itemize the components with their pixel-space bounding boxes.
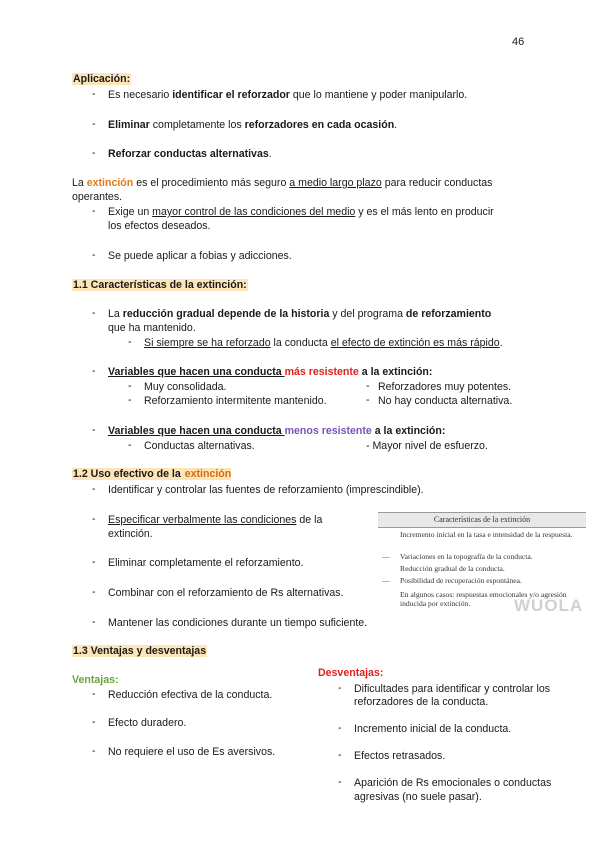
bullet-dash: - — [128, 439, 132, 451]
figure-title: Características de la extinción — [378, 512, 586, 528]
extincion-item-1-line-2: los efectos deseados. — [108, 220, 211, 232]
bullet-dash: - — [338, 682, 342, 694]
section-1-3-heading: 1.3 Ventajas y desventajas — [73, 645, 207, 657]
s2-item-4: Combinar con el reforzamiento de Rs alternativas. — [108, 587, 344, 599]
menos-item: Conductas alternativas. — [144, 440, 255, 452]
s1-item-1: La reducción gradual depende de la historia y del programa de reforzamiento — [108, 308, 492, 320]
bullet-dash: - — [92, 249, 96, 261]
section-1-2-heading: 1.2 Uso efectivo de la extinción — [73, 468, 232, 480]
s2-item-2-line-2: extinción. — [108, 528, 153, 540]
aplicacion-item-3: Reforzar conductas alternativas. — [108, 148, 272, 160]
ventajas-title: Ventajas: — [72, 674, 119, 686]
bullet-dash: - — [92, 365, 96, 377]
bullet-dash: - — [92, 205, 96, 217]
s2-item-1: Identificar y controlar las fuentes de reforzamiento (imprescindible). — [108, 484, 424, 496]
bullet-dash: - — [338, 776, 342, 788]
bullet-dash: - — [366, 380, 370, 392]
ventaja-item: No requiere el uso de Es aversivos. — [108, 746, 276, 758]
caracteristicas-figure: Características de la extinción Incremento inicial en la tasa e intensidad de la respuesta. — Variaciones en la topografía de la conducta. Reducción gradual de la conducta. — Posibilidad de recuperación espontánea. En algunos casos: respuestas emocionales y/o agresión inducida por extinción. — [378, 512, 586, 616]
bullet-dash: - — [128, 394, 132, 406]
menos-item: - Mayor nivel de esfuerzo. — [366, 440, 488, 452]
aplicacion-item-2: Eliminar completamente los reforzadores en cada ocasión. — [108, 119, 398, 131]
desventaja-item-cont: agresivas (no suele pasar). — [354, 791, 482, 803]
bullet-dash: - — [128, 336, 132, 348]
extincion-item-1: Exige un mayor control de las condiciones del medio y es el más lento en producir — [108, 206, 494, 218]
bullet-dash: - — [92, 688, 96, 700]
s1-subitem: Si siempre se ha reforzado la conducta el efecto de extinción es más rápido. — [144, 337, 503, 349]
bullet-dash: - — [92, 513, 96, 525]
bullet-dash: - — [92, 616, 96, 628]
bullet-dash: - — [366, 394, 370, 406]
s2-item-3: Eliminar completamente el reforzamiento. — [108, 557, 304, 569]
aplicacion-heading: Aplicación: — [73, 73, 131, 85]
bullet-dash: - — [92, 307, 96, 319]
aplicacion-item-1: Es necesario identificar el reforzador que lo mantiene y poder manipularlo. — [108, 89, 468, 101]
mas-item: Reforzadores muy potentes. — [378, 381, 512, 393]
bullet-dash: - — [338, 722, 342, 734]
ventaja-item: Reducción efectiva de la conducta. — [108, 689, 273, 701]
extincion-paragraph-line-2: operantes. — [72, 191, 123, 203]
s1-mas-resistente: Variables que hacen una conducta más resistente a la extinción: — [108, 366, 433, 378]
desventajas-title: Desventajas: — [318, 667, 384, 679]
bullet-dash: - — [338, 749, 342, 761]
bullet-dash: - — [92, 88, 96, 100]
ventaja-item: Efecto duradero. — [108, 717, 187, 729]
desventaja-item: Efectos retrasados. — [354, 750, 446, 762]
watermark-logo: WUOLA — [514, 596, 584, 615]
s1-item-1-line-2: que ha mantenido. — [108, 322, 196, 334]
mas-item: No hay conducta alternativa. — [378, 395, 513, 407]
s2-item-5: Mantener las condiciones durante un tiempo suficiente. — [108, 617, 368, 629]
mas-item: Muy consolidada. — [144, 381, 227, 393]
extincion-item-2: Se puede aplicar a fobias y adicciones. — [108, 250, 292, 262]
bullet-dash: - — [92, 424, 96, 436]
s1-menos-resistente: Variables que hacen una conducta menos resistente a la extinción: — [108, 425, 446, 437]
bullet-dash: - — [92, 147, 96, 159]
bullet-dash: - — [128, 380, 132, 392]
bullet-dash: - — [92, 556, 96, 568]
desventaja-item: Incremento inicial de la conducta. — [354, 723, 512, 735]
bullet-dash: - — [92, 118, 96, 130]
bullet-dash: - — [92, 716, 96, 728]
mas-item: Reforzamiento intermitente mantenido. — [144, 395, 327, 407]
bullet-dash: - — [92, 483, 96, 495]
bullet-dash: - — [92, 745, 96, 757]
bullet-dash: - — [92, 586, 96, 598]
page-number: 46 — [512, 36, 525, 48]
s2-item-2: Especificar verbalmente las condiciones de la — [108, 514, 323, 526]
desventaja-item-cont: reforzadores de la conducta. — [354, 696, 489, 708]
desventaja-item: Dificultades para identificar y controlar los — [354, 683, 551, 695]
extincion-paragraph: La extinción es el procedimiento más seguro a medio largo plazo para reducir conductas — [72, 177, 493, 189]
desventaja-item: Aparición de Rs emocionales o conductas — [354, 777, 552, 789]
section-1-1-heading: 1.1 Características de la extinción: — [73, 279, 247, 291]
